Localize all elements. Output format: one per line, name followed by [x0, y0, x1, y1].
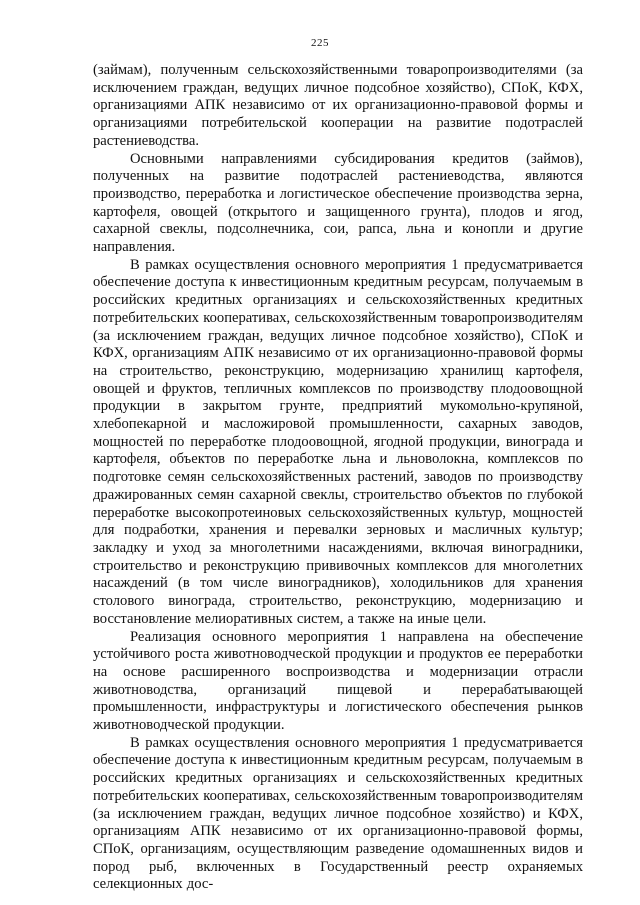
document-body — [93, 62, 583, 894]
page-number: 225 — [311, 37, 329, 49]
paragraph-1: (займам), полученным сельскохозяйственными товаропроизводителями (за исключением граждан, ведущих личное подсобное хозяйство), СПоК, КФХ, организациями АПК независимо от их организационно-правовой формы и организациями потребительской кооперации на развитие подотраслей растениеводства. — [93, 62, 583, 149]
paragraph-5: В рамках осуществления основного мероприятия 1 предусматривается обеспечение доступа к инвестиционным кредитным ресурсам, получаемым в российских кредитных организациях и сельскохозяйственных кредитных потребительских кооперативах, сельскохозяйственным товаропроизводителям (за исключением граждан, ведущих личное подсобное хозяйство) и КФХ, организациям АПК независимо от их организационно-правовой формы, СПоК, организациям, осуществляющим разведение одомашненных видов и пород рыб, включенных в Государственный реестр охраняемых селекционных дос- — [93, 734, 583, 893]
paragraph-2: Основными направлениями субсидирования кредитов (займов), полученных на развитие подотраслей растениеводства, являются производство, переработка и логистическое обеспечение производства зерна, картофеля, овощей (открытого и защищенного грунта), плодов и ягод, сахарной свеклы, подсолнечника, сои, рапса, льна и конопли и другие направления. — [93, 150, 583, 256]
paragraph-3: В рамках осуществления основного мероприятия 1 предусматривается обеспечение доступа к инвестиционным кредитным ресурсам, получаемым в российских кредитных организациях и сельскохозяйственных кредитных потребительских кооперативах, сельскохозяйственным товаропроизводителям (за исключением граждан, ведущих личное подсобное хозяйство), СПоК и КФХ, организациям АПК независимо от их организационно-правовой формы на строительство, реконструкцию, модернизацию хранилищ картофеля, овощей и фруктов, тепличных комплексов по производству плодоовощной продукции в закрытом грунте, предприятий мукомольно-крупяной, хлебопекарной и масложировой промышленности, сахарных заводов, мощностей по переработке плодоовощной, ягодной продукции, винограда и картофеля, объектов по переработке льна и льноволокна, комплексов по подготовке семян сельскохозяйственных растений, заводов по производству дражированных семян сахарной свеклы, строительство объектов по глубокой переработке высокопротеиновых сельскохозяйственных культур, мощностей для подработки, хранения и перевалки зерновых и масличных культур; закладку и уход за многолетними насаждениями, включая виноградники, строительство и реконструкцию прививочных комплексов для многолетних насаждений (в том числе виноградников), холодильников для хранения столового винограда, строительство, реконструкцию, модернизацию и восстановление мелиоративных систем, а также на иные цели. — [93, 256, 583, 627]
paragraph-4: Реализация основного мероприятия 1 направлена на обеспечение устойчивого роста животноводческой продукции и продуктов ее переработки на основе расширенного воспроизводства и модернизации отрасли животноводства, организаций пищевой и перерабатывающей промышленности, инфраструктуры и логистического обеспечения рынков животноводческой продукции. — [93, 628, 583, 734]
